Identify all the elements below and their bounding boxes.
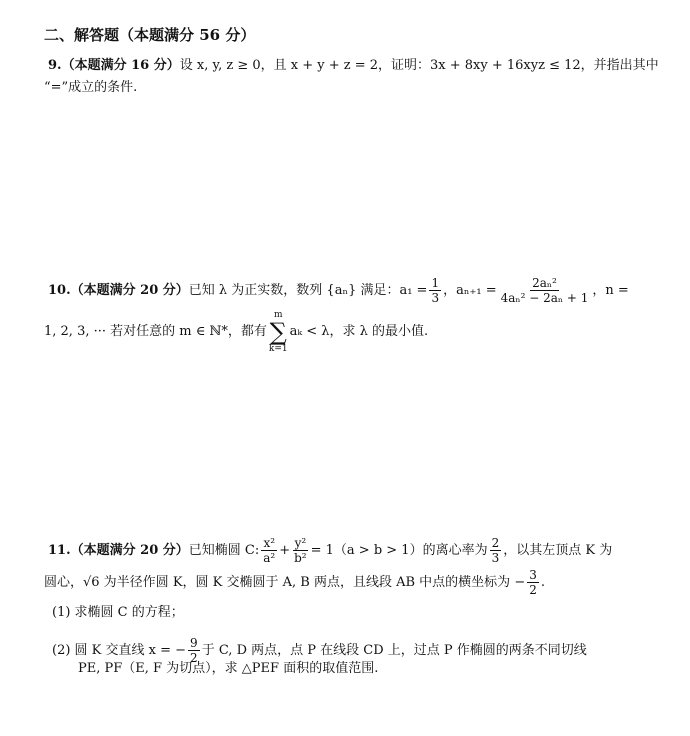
question-11-line-1 [48,536,612,565]
question-11-number: 11. [48,542,71,558]
question-10-text-c: ，n = [592,282,629,298]
question-11-text-a: 已知椭圆 C: [188,542,260,558]
question-10-line2-a: 1, 2, 3, ··· 若对任意的 m ∈ ℕ*，都有 [44,324,267,339]
fraction-y2-b2: $\frac{\text{y²}}{\text{b²}}$ [294,536,307,565]
section-title: 二、解答题（本题满分 56 分） [44,26,256,44]
question-10-text-b: ，aₙ₊₁ = [443,282,497,298]
fraction-x-line: $\frac{9}{2}$ [190,636,198,665]
question-10-text-a: 已知 λ 为正实数，数列 {aₙ} 满足：a₁ = [188,282,428,298]
question-11-part-2-line-2: PE, PF（E, F 为切点），求 △PEF 面积的取值范围. [78,661,379,676]
question-10-number: 10. [48,282,71,298]
question-11-score: （本题满分 20 分） [70,542,189,558]
question-10-line2-b: aₖ < λ，求 λ 的最小值. [289,324,429,339]
fraction-x2-a2: $\frac{\text{x²}}{\text{a²}}$ [263,536,276,565]
question-9-line-1 [48,57,659,75]
question-11-part2-a: (2) 圆 K 交直线 x = − [52,642,187,658]
question-11-part-1: (1) 求椭圆 C 的方程； [52,605,184,620]
summation-symbol: m ∑ k=1 [268,310,288,354]
question-11-line-2 [44,568,545,597]
fraction-midpoint: $\frac{3}{2}$ [529,568,537,597]
question-10-line-2 [44,310,428,354]
question-10-line-1 [48,276,629,305]
question-11-part2-b: 于 C, D 两点，点 P 在线段 CD 上，过点 P 作椭圆的两条不同切线 [201,642,587,658]
fraction-recurrence: $\frac{\text{2aₙ²}}{\text{4aₙ² − 2aₙ + 1}}$ [500,276,589,305]
question-10-score: （本题满分 20 分） [70,282,189,298]
plus-sign: + [279,542,291,558]
question-11-line2-a: 圆心，√6 为半径作圆 K，圆 K 交椭圆于 A, B 两点，且线段 AB 中点的横坐标为 − [44,574,526,590]
question-11-text-c: ，以其左顶点 K 为 [503,542,613,558]
question-11-text-b: = 1（a > b > 1）的离心率为 [310,542,488,558]
question-11-line2-b: . [540,574,545,590]
fraction-a1: $\frac{1}{3}$ [431,276,440,305]
fraction-eccentricity: $\frac{2}{3}$ [491,536,500,565]
question-9-score: （本题满分 16 分） [61,58,180,73]
question-9-text: 设 x, y, z ≥ 0，且 x + y + z = 2，证明：3x + 8xy + 16xyz ≤ 12，并指出其中 [179,58,659,73]
question-9-line-2: “=”成立的条件. [44,80,138,95]
question-9-number: 9. [48,58,62,73]
